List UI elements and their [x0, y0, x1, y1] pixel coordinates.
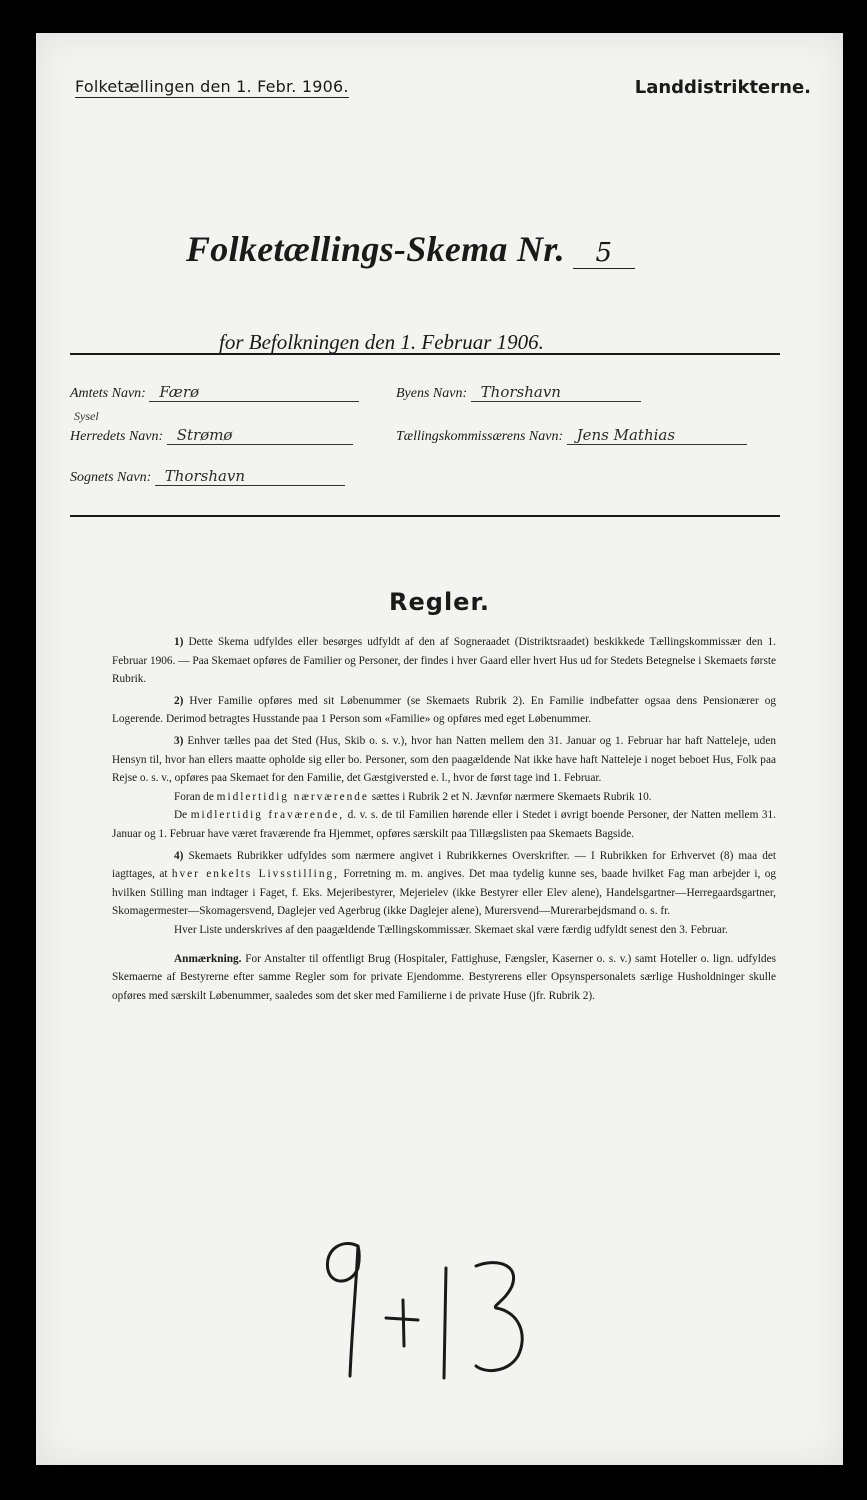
byens-field: [396, 383, 641, 402]
rule-4: [112, 847, 776, 921]
rule-3-number: 3): [174, 734, 184, 747]
rule-5: [112, 921, 776, 940]
top-divider: [70, 353, 780, 355]
sogn-field: [70, 467, 345, 486]
herred-correction: Sysel: [74, 409, 99, 423]
rule-4-emph: hver enkelts Livsstilling,: [171, 868, 339, 881]
rule-3-present-intro: Foran de: [174, 790, 214, 803]
plus-vertical: [403, 1300, 404, 1346]
rule-3-present-text: sættes i Rubrik 2 et N. Jævnfør nærmere Skemaets Rubrik 10.: [371, 790, 652, 803]
kommissaer-field: [396, 426, 747, 445]
rule-2: [112, 692, 776, 729]
rule-3-absent-emph: midlertidig fraværende,: [190, 809, 345, 822]
rule-1: [112, 633, 776, 689]
bottom-divider: [70, 515, 780, 517]
rule-3: [112, 732, 776, 788]
herred-value: Strømø: [167, 426, 353, 445]
byens-label: Byens Navn:: [396, 386, 468, 401]
rule-5-text: Hver Liste underskrives af den paagældende Tællingskommissær. Skemaet skal være færdig udfyldt senest den 3. Februar.: [174, 923, 728, 936]
rule-4-text-b: Forretning m. m. angives. Det maa tydelig kunne ses, baade hvilket Fag man arbejder i, og hvilken Stilling man indtager i Faget, f. Eks. Mejeribestyrer, Mejerielev (ikke Bestyrer eller Elev alene), Handelsgartner—Herregaardsgartner, Skomagermester—Skomagersvend, Daglejer ved Agerbrug (ikke Daglejer alene), Murersvend—Murerarbejdsmand o. s. fr.: [112, 868, 777, 918]
rule-4-number: 4): [174, 849, 184, 862]
form-title-text: Folketællings-Skema Nr.: [186, 229, 565, 269]
digit-1: [444, 1268, 446, 1378]
rule-1-text: Dette Skema udfyldes eller besørges udfyldt af den af Sogneraadet (Distriktsraadet) beskikkede Tællingskommissær den 1. Februar 1906. — Paa Skemaet opføres de Familier og Personer, der findes i hver Gaard eller hvert Hus ud for Stedets Betegnelse i Skemaets første Rubrik.: [112, 636, 776, 686]
digit-9: [327, 1243, 359, 1376]
kommissaer-label: Tællingskommissærens Navn:: [396, 429, 564, 444]
rule-3-absent: [112, 806, 776, 843]
note-paragraph: [112, 950, 776, 1006]
form-number: 5: [573, 238, 635, 269]
herred-field: [70, 426, 353, 445]
rules-heading: Regler.: [389, 588, 490, 616]
form-title: [186, 228, 635, 270]
rule-3-absent-intro: De: [174, 809, 188, 822]
rule-2-number: 2): [174, 694, 184, 707]
herred-label: Herredets Navn:: [70, 429, 164, 444]
district-type-header: Landdistrikterne.: [634, 77, 811, 98]
amt-field: [70, 383, 359, 402]
note-label: Anmærkning.: [174, 952, 242, 965]
rule-1-number: 1): [174, 636, 184, 648]
handwritten-tally: [306, 1228, 566, 1388]
rule-3-present-emph: midlertidig nærværende: [216, 790, 369, 803]
census-header: Folketællingen den 1. Febr. 1906.: [75, 77, 349, 96]
rule-2-text: Hver Familie opføres med sit Løbenummer (se Skemaets Rubrik 2). En Familie indbefatter ogsaa dens Pensionærer og Logerende. Derimod betragtes Husstande paa 1 Person som «Familie» og opføres med eget Løbenummer.: [112, 694, 777, 726]
digit-3: [476, 1263, 522, 1371]
sogn-value: Thorshavn: [155, 467, 345, 486]
note-text: For Anstalter til offentligt Brug (Hospitaler, Fattighuse, Fængsler, Kaserner o. s. v.) samt Hoteller o. lign. udfyldes Skemaerne af Bestyrerne efter samme Regler som for private Ejendomme. Bestyrerens eller Opsynspersonalets særlige Husholdninger skulle opføres med særskilt Løbenummer, saaledes som det sker med Familierne i de private Huse (jfr. Rubrik 2).: [112, 952, 776, 1002]
rule-3-present: [112, 788, 776, 807]
kommissaer-value: Jens Mathias: [567, 426, 747, 445]
amt-label: Amtets Navn:: [70, 386, 146, 401]
form-subtitle: for Befolkningen den 1. Februar 1906.: [219, 330, 544, 354]
sogn-label: Sognets Navn:: [70, 470, 152, 485]
census-form-page: [36, 33, 843, 1465]
rules-body: [112, 633, 776, 1005]
rule-3-text: Enhver tælles paa det Sted (Hus, Skib o. s. v.), hvor han Natten mellem den 31. Januar og 1. Februar har haft Natteleje, uden Hensyn til, hvor han ellers maatte opholde sig eller bo. Personer, som den paagældende Nat ikke have haft Natteleje i noget beboet Hus, Folk paa Rejse o. s. v., opføres paa Skemaet for den Familie, det Gæstgiversted e. l., hvor de først tage ind 1. Februar.: [112, 734, 776, 785]
rule-4-text-a: Skemaets Rubrikker udfyldes som nærmere angivet i Rubrikkernes Overskrifter. — I Rubrikken for Erhvervet (8) maa det iagttages, at: [112, 849, 776, 881]
amt-value: Færø: [149, 383, 359, 402]
byens-value: Thorshavn: [471, 383, 641, 402]
rule-3-absent-text: d. v. s. de til Familien hørende eller i Stedet i øvrigt boende Personer, der Natten mellem 31. Januar og 1. Februar have været fraværende fra Hjemmet, opføres særskilt paa Tillægslisten paa Skemaets Bagside.: [112, 809, 776, 840]
